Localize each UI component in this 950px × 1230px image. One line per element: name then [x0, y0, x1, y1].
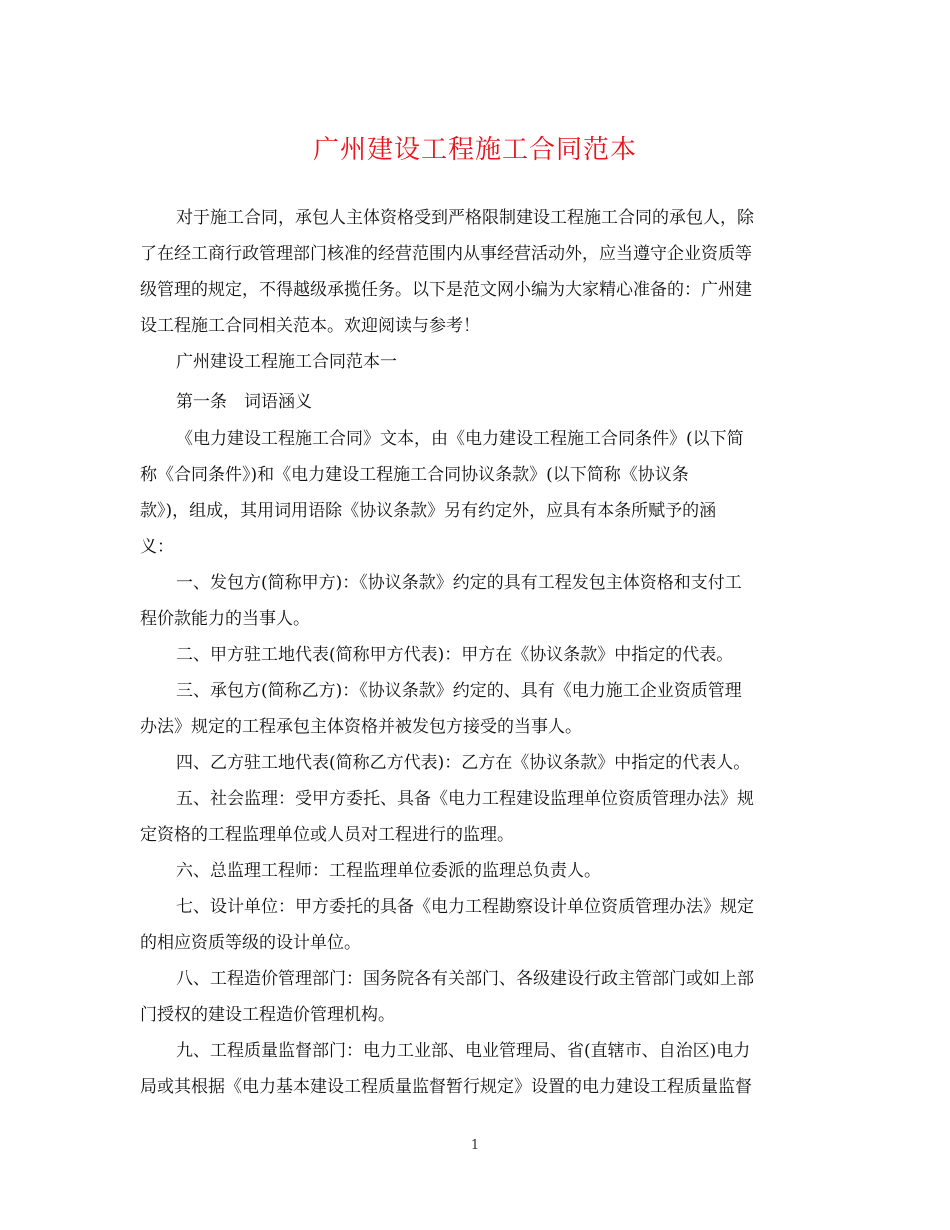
paragraph-line: 对于施工合同，承包人主体资格受到严格限制建设工程施工合同的承包人，除 — [176, 208, 754, 228]
paragraph-line: 设工程施工合同相关范本。欢迎阅读与参考！ — [140, 316, 480, 336]
definition-line: 九、工程质量监督部门：电力工业部、电业管理局、省(直辖市、自治区)电力 — [176, 1041, 751, 1061]
definition-line: 四、乙方驻工地代表(简称乙方代表)：乙方在《协议条款》中指定的代表人。 — [176, 753, 751, 773]
definition-line: 门授权的建设工程造价管理机构。 — [140, 1005, 395, 1025]
paragraph-line: 《电力建设工程施工合同》文本，由《电力建设工程施工合同条件》(以下简 — [176, 429, 744, 449]
definition-line: 办法》规定的工程承包主体资格并被发包方接受的当事人。 — [140, 717, 582, 737]
definition-line: 八、工程造价管理部门：国务院各有关部门、各级建设行政主管部门或如上部 — [176, 969, 754, 989]
definition-line: 程价款能力的当事人。 — [140, 609, 310, 629]
section-heading: 广州建设工程施工合同范本一 — [176, 352, 397, 372]
definition-line: 局或其根据《电力基本建设工程质量监督暂行规定》设置的电力建设工程质量监督 — [140, 1077, 752, 1097]
paragraph-line: 了在经工商行政管理部门核准的经营范围内从事经营活动外，应当遵守企业资质等 — [140, 244, 752, 264]
definition-line: 五、社会监理：受甲方委托、具备《电力工程建设监理单位资质管理办法》规 — [176, 789, 754, 809]
article-heading: 第一条 词语涵义 — [176, 392, 312, 412]
definition-line: 七、设计单位：甲方委托的具备《电力工程勘察设计单位资质管理办法》规定 — [176, 897, 754, 917]
definition-line: 一、发包方(简称甲方)：《协议条款》约定的具有工程发包主体资格和支付工 — [176, 573, 742, 593]
definition-line: 定资格的工程监理单位或人员对工程进行的监理。 — [140, 825, 514, 845]
definition-line: 六、总监理工程师：工程监理单位委派的监理总负责人。 — [176, 861, 601, 881]
paragraph-line: 级管理的规定，不得越级承揽任务。以下是范文网小编为大家精心准备的：广州建 — [140, 280, 752, 300]
document-title: 广州建设工程施工合同范本 — [312, 135, 637, 165]
paragraph-line: 称《合同条件》)和《电力建设工程施工合同协议条款》(以下简称《协议条 — [140, 465, 689, 485]
definition-line: 三、承包方(简称乙方)：《协议条款》约定的、具有《电力施工企业资质管理 — [176, 681, 742, 701]
paragraph-line: 款》)，组成，其用词用语除《协议条款》另有约定外，应具有本条所赋予的涵 — [140, 501, 717, 521]
definition-line: 二、甲方驻工地代表(简称甲方代表)：甲方在《协议条款》中指定的代表。 — [176, 645, 734, 665]
paragraph-line: 义： — [140, 537, 174, 557]
definition-line: 的相应资质等级的设计单位。 — [140, 933, 361, 953]
page-number: 1 — [470, 1138, 480, 1153]
